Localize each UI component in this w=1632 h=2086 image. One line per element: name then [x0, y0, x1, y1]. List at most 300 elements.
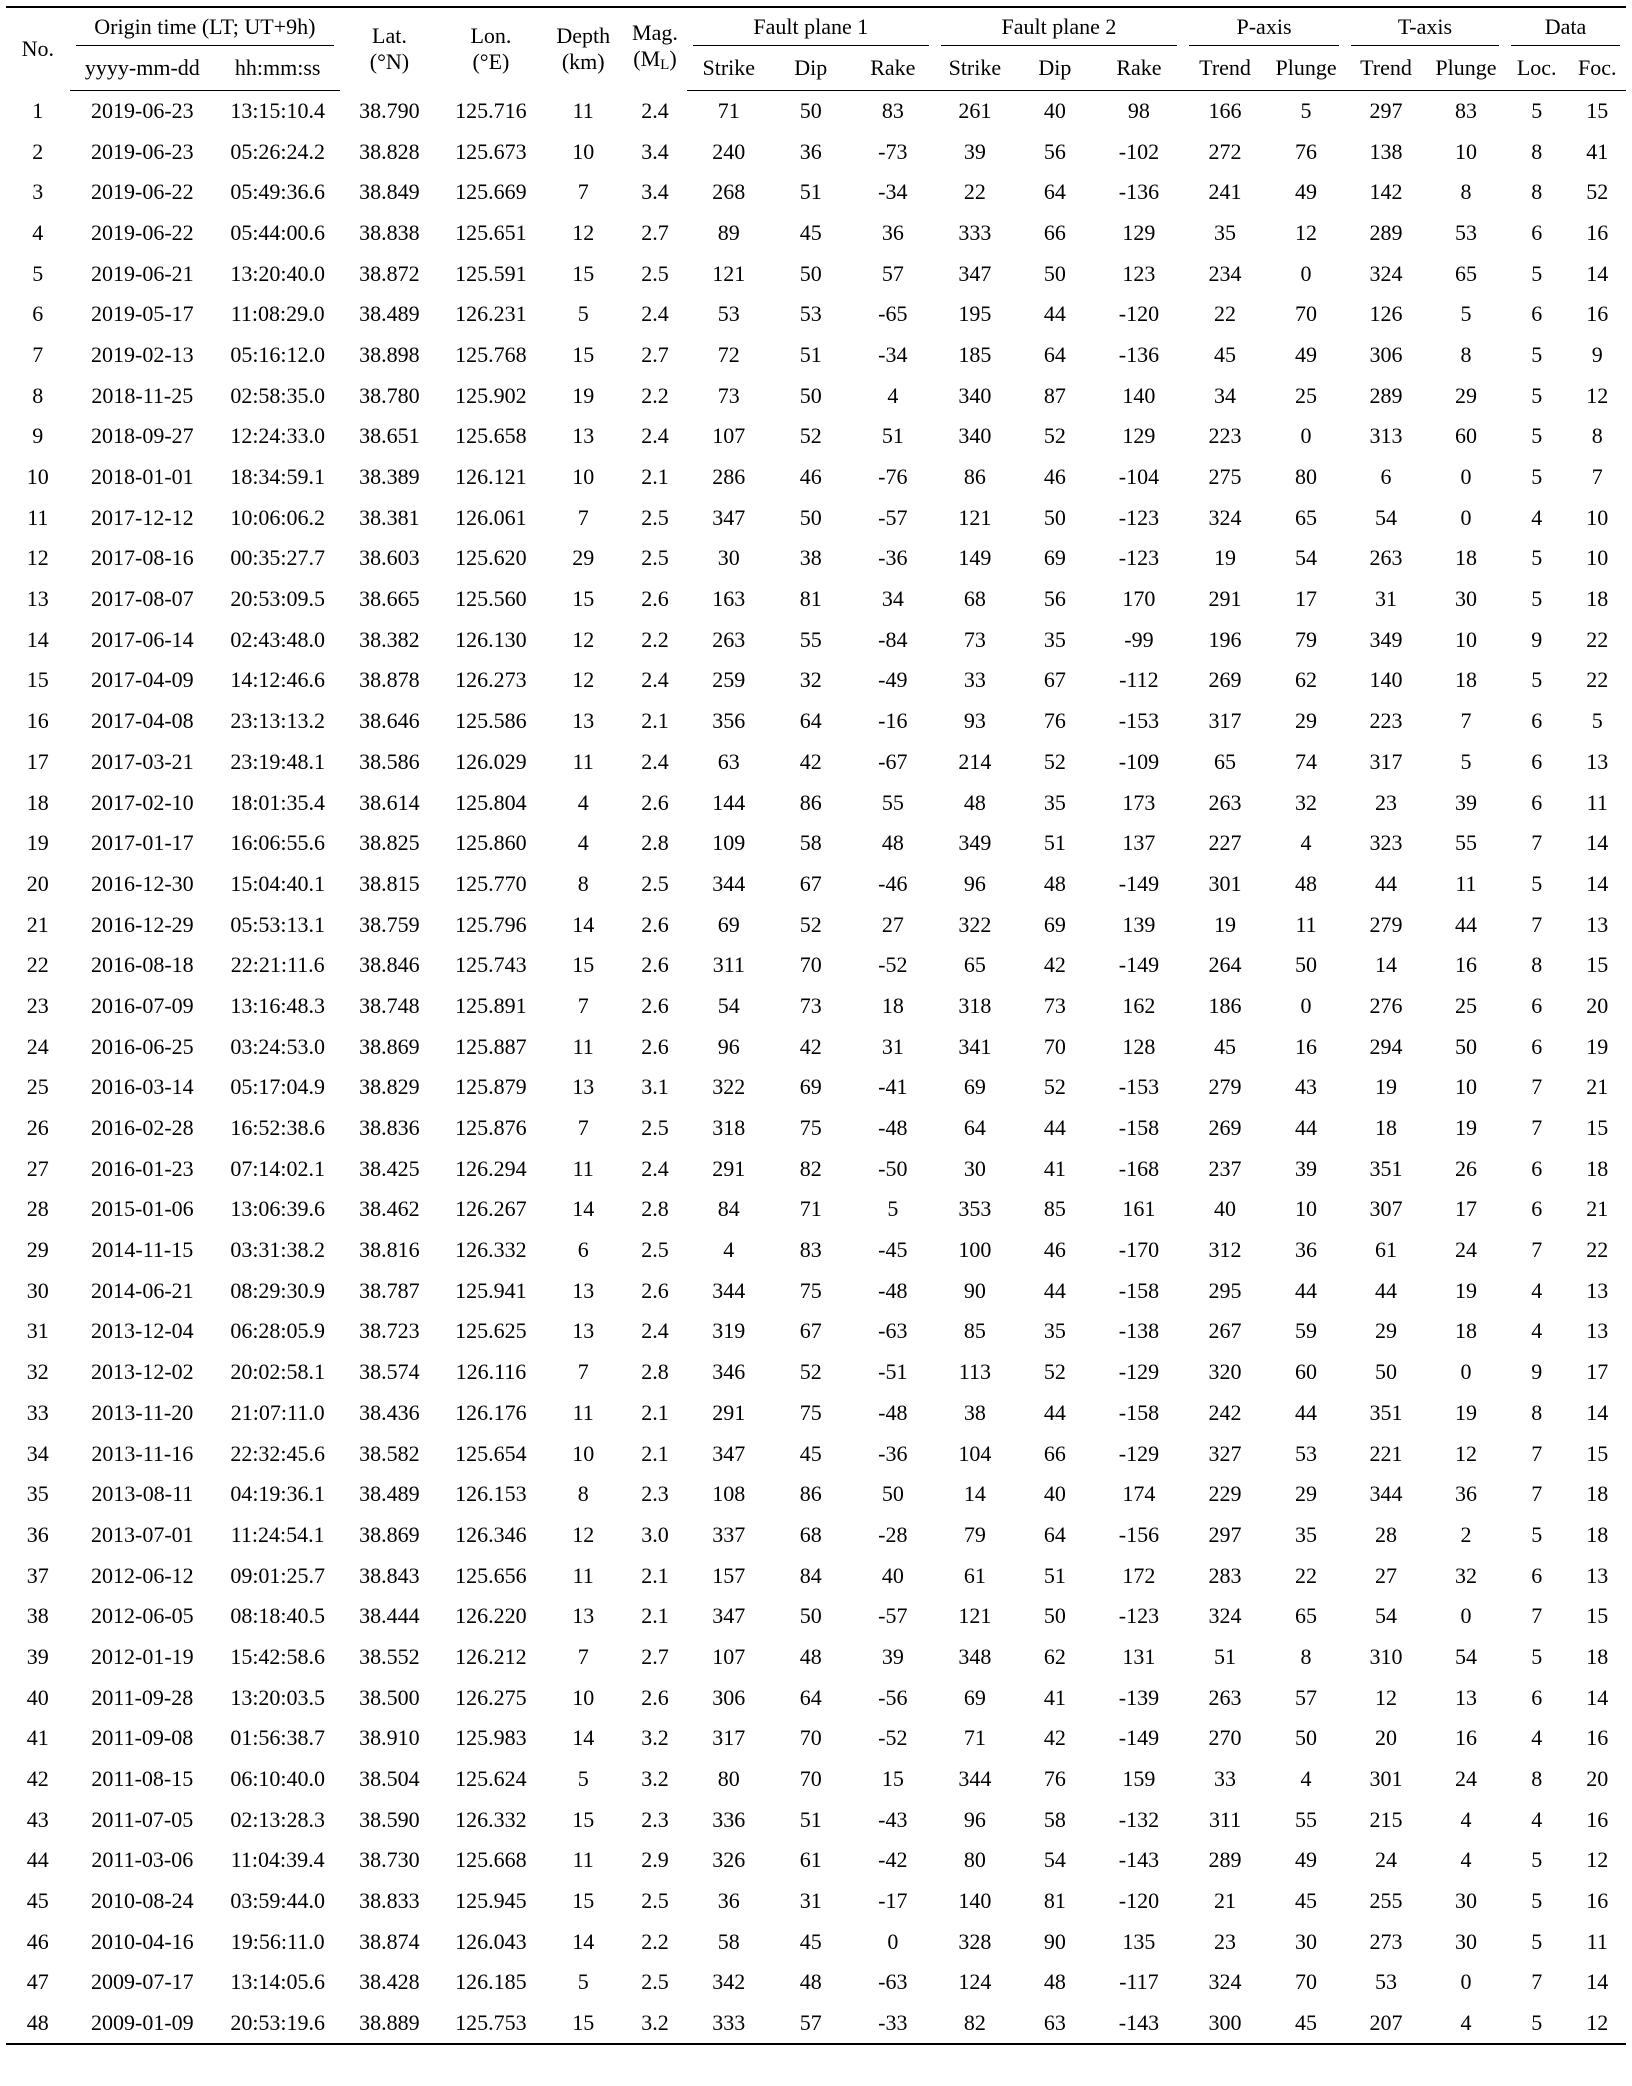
- cell-fp1-strike: 356: [712, 708, 746, 734]
- cell-time: 16:06:55.6: [230, 830, 326, 856]
- cell-fp2-rake: -129: [1118, 1440, 1160, 1466]
- cell-foc: 12: [1568, 2003, 1626, 2044]
- header-date-format: yyyy-mm-dd: [70, 46, 216, 91]
- cell-lon: 126.275: [455, 1684, 527, 1710]
- cell-fp2-rake: -109: [1118, 748, 1160, 774]
- cell-mag: 2.6: [641, 789, 669, 815]
- cell-t-trend: 324: [1369, 260, 1403, 286]
- cell-loc: 6: [1531, 708, 1543, 734]
- cell-mag: 2.4: [641, 1155, 669, 1181]
- cell-fp2-dip: 44: [1043, 301, 1066, 327]
- cell-no: 15: [26, 667, 49, 693]
- cell-no: 9: [32, 423, 44, 449]
- cell-fp1-dip: 53: [799, 301, 822, 327]
- cell-mag: 2.6: [641, 586, 669, 612]
- cell-t-trend: 307: [1369, 1196, 1403, 1222]
- table-row: [6, 1515, 1626, 1556]
- cell-no: 8: [32, 382, 44, 408]
- table-row: [6, 1637, 1626, 1678]
- cell-time: 13:16:48.3: [230, 992, 326, 1018]
- cell-lat: 38.833: [359, 1888, 420, 1914]
- cell-p-plunge: 62: [1295, 667, 1318, 693]
- cell-fp2-rake: 161: [1122, 1196, 1156, 1222]
- cell-t-plunge: 4: [1460, 1806, 1472, 1832]
- cell-time: 05:44:00.6: [230, 219, 326, 245]
- cell-fp2-dip: 35: [1043, 626, 1066, 652]
- cell-loc: 5: [1531, 260, 1543, 286]
- cell-fp1-rake: -48: [878, 1277, 908, 1303]
- cell-loc: 5: [1505, 2003, 1569, 2044]
- cell-fp1-dip: 42: [799, 748, 822, 774]
- cell-lat: 38.444: [359, 1603, 420, 1629]
- cell-p-trend: 297: [1208, 1521, 1242, 1547]
- table-row: [6, 375, 1626, 416]
- cell-fp1-dip: 64: [799, 1684, 822, 1710]
- cell-p-trend: 311: [1208, 1806, 1242, 1832]
- cell-fp2-rake: 98: [1127, 98, 1150, 124]
- table-row: [6, 1799, 1626, 1840]
- cell-fp2-rake: 139: [1122, 911, 1156, 937]
- cell-depth: 10: [572, 1440, 595, 1466]
- cell-fp1-rake: 36: [881, 219, 904, 245]
- cell-p-plunge: 25: [1295, 382, 1318, 408]
- header-p-plunge: Plunge: [1267, 46, 1345, 91]
- cell-depth: 19: [572, 382, 595, 408]
- cell-fp1-strike: 317: [712, 1725, 746, 1751]
- cell-date: 2017-12-12: [91, 504, 194, 530]
- cell-time: 10:06:06.2: [230, 504, 326, 530]
- cell-t-trend: 29: [1374, 1318, 1397, 1344]
- cell-fp2-rake: 140: [1122, 382, 1156, 408]
- cell-fp2-dip: 41: [1043, 1155, 1066, 1181]
- cell-depth: 15: [572, 952, 595, 978]
- cell-lat: 38.846: [359, 952, 420, 978]
- cell-fp1-rake: -76: [878, 464, 908, 490]
- cell-foc: 14: [1586, 1684, 1609, 1710]
- cell-date: 2016-08-18: [91, 952, 194, 978]
- cell-fp2-rake: -117: [1119, 1969, 1159, 1995]
- cell-fp1-rake: 39: [881, 1643, 904, 1669]
- cell-fp1-dip: 71: [799, 1196, 822, 1222]
- cell-p-plunge: 43: [1295, 1074, 1318, 1100]
- cell-foc: 16: [1586, 1888, 1609, 1914]
- cell-p-plunge: 10: [1295, 1196, 1318, 1222]
- cell-fp2-strike: 100: [958, 1237, 992, 1263]
- cell-lon: 126.273: [455, 667, 527, 693]
- cell-t-plunge: 19: [1454, 1277, 1477, 1303]
- cell-foc: 15: [1586, 1440, 1609, 1466]
- cell-lon: 126.121: [455, 464, 527, 490]
- cell-t-plunge: 54: [1454, 1643, 1477, 1669]
- cell-time: 12:24:33.0: [230, 423, 326, 449]
- cell-fp2-strike: 30: [963, 1155, 986, 1181]
- cell-p-plunge: 30: [1295, 1928, 1318, 1954]
- cell-fp2-rake: -138: [1118, 1318, 1160, 1344]
- cell-lon: 126.332: [455, 1806, 527, 1832]
- cell-lat: 38.878: [359, 667, 420, 693]
- cell-fp1-strike: 36: [717, 1888, 740, 1914]
- cell-loc: 5: [1531, 464, 1543, 490]
- cell-p-trend: 295: [1208, 1277, 1242, 1303]
- cell-fp2-strike: 121: [958, 504, 992, 530]
- cell-no: 41: [26, 1725, 49, 1751]
- cell-t-plunge: 18: [1454, 545, 1477, 571]
- cell-depth: 10: [572, 138, 595, 164]
- cell-lon: 125.658: [455, 423, 527, 449]
- cell-foc: 16: [1586, 1725, 1609, 1751]
- cell-mag: 2.5: [641, 545, 669, 571]
- cell-depth: 13: [572, 1277, 595, 1303]
- cell-time: 13:14:05.6: [230, 1969, 326, 1995]
- header-origin-time: Origin time (LT; UT+9h): [70, 7, 341, 46]
- cell-fp2-rake: -104: [1118, 464, 1160, 490]
- cell-mag: 2.4: [641, 748, 669, 774]
- cell-fp1-dip: 64: [799, 708, 822, 734]
- cell-t-trend: 27: [1374, 1562, 1397, 1588]
- cell-p-trend: 279: [1208, 1074, 1242, 1100]
- focal-mechanism-table: [6, 6, 1626, 2045]
- cell-fp2-dip: 50: [1043, 504, 1066, 530]
- cell-loc: 7: [1531, 1115, 1543, 1141]
- cell-lat: 38.825: [359, 830, 420, 856]
- table-row: [6, 294, 1626, 335]
- cell-time: 02:43:48.0: [230, 626, 326, 652]
- cell-t-plunge: 8: [1460, 179, 1472, 205]
- cell-fp1-strike: 144: [712, 789, 746, 815]
- cell-t-plunge: 44: [1454, 911, 1477, 937]
- cell-p-plunge: 76: [1295, 138, 1318, 164]
- cell-fp1-strike: 336: [712, 1806, 746, 1832]
- cell-t-trend: 289: [1369, 219, 1403, 245]
- cell-fp1-rake: -51: [878, 1359, 908, 1385]
- cell-fp2-dip: 52: [1043, 423, 1066, 449]
- cell-fp2-dip: 42: [1043, 952, 1066, 978]
- cell-foc: 14: [1586, 870, 1609, 896]
- cell-p-plunge: 79: [1295, 626, 1318, 652]
- cell-p-plunge: 70: [1295, 301, 1318, 327]
- cell-p-trend: 263: [1208, 1684, 1242, 1710]
- cell-fp2-strike: 195: [958, 301, 992, 327]
- cell-depth: 7: [577, 1359, 589, 1385]
- cell-depth: 15: [572, 341, 595, 367]
- cell-lon: 125.716: [455, 97, 527, 123]
- cell-p-trend: 40: [1214, 1196, 1237, 1222]
- cell-loc: 5: [1531, 1928, 1543, 1954]
- cell-t-trend: 140: [1369, 667, 1403, 693]
- cell-lon: 125.983: [455, 1725, 527, 1751]
- cell-mag: 3.4: [641, 138, 669, 164]
- cell-fp1-dip: 31: [799, 1888, 822, 1914]
- cell-fp1-rake: 40: [881, 1562, 904, 1588]
- cell-fp2-dip: 62: [1043, 1643, 1066, 1669]
- cell-fp1-rake: 34: [881, 586, 904, 612]
- cell-p-plunge: 49: [1295, 341, 1318, 367]
- cell-fp1-strike: 163: [712, 586, 746, 612]
- cell-loc: 5: [1531, 586, 1543, 612]
- cell-t-trend: 279: [1369, 911, 1403, 937]
- cell-mag: 2.8: [641, 1359, 669, 1385]
- cell-time: 22:21:11.6: [230, 952, 325, 978]
- cell-t-plunge: 16: [1454, 1725, 1477, 1751]
- cell-t-plunge: 39: [1454, 789, 1477, 815]
- cell-p-trend: 275: [1208, 464, 1242, 490]
- cell-fp2-dip: 81: [1043, 1888, 1066, 1914]
- cell-t-plunge: 30: [1454, 1888, 1477, 1914]
- cell-foc: 11: [1586, 789, 1608, 815]
- cell-depth: 8: [577, 870, 589, 896]
- cell-no: 26: [26, 1115, 49, 1141]
- table-row: [6, 91, 1626, 132]
- cell-fp2-strike: 140: [958, 1888, 992, 1914]
- cell-time: 15:04:40.1: [230, 870, 326, 896]
- cell-lon: 125.945: [455, 1888, 527, 1914]
- cell-p-plunge: 44: [1295, 1115, 1318, 1141]
- table-row: [6, 742, 1626, 783]
- cell-fp2-strike: 96: [963, 870, 986, 896]
- cell-t-trend: 53: [1374, 1969, 1397, 1995]
- cell-loc: 8: [1531, 952, 1543, 978]
- cell-fp2-rake: -143: [1118, 1847, 1160, 1873]
- cell-depth: 11: [572, 748, 594, 774]
- cell-fp1-dip: 75: [799, 1115, 822, 1141]
- cell-fp1-dip: 48: [799, 1643, 822, 1669]
- cell-depth: 11: [572, 1155, 594, 1181]
- table-row: [6, 904, 1626, 945]
- table-row: [6, 1067, 1626, 1108]
- cell-loc: 5: [1531, 1643, 1543, 1669]
- cell-lon: 126.061: [455, 504, 527, 530]
- cell-depth: 4: [577, 789, 589, 815]
- cell-lat: 38.646: [359, 708, 420, 734]
- cell-t-plunge: 19: [1454, 1115, 1477, 1141]
- cell-no: 5: [32, 260, 44, 286]
- cell-fp2-dip: 85: [1043, 1196, 1066, 1222]
- cell-lon: 125.591: [455, 260, 527, 286]
- cell-foc: 15: [1586, 952, 1609, 978]
- cell-depth: 8: [577, 1481, 589, 1507]
- cell-date: 2016-03-14: [91, 1074, 194, 1100]
- header-lat-name: Lat.: [372, 23, 407, 49]
- cell-fp1-dip: 70: [799, 1725, 822, 1751]
- cell-t-trend: 126: [1369, 301, 1403, 327]
- cell-lat: 38.730: [359, 1847, 420, 1873]
- cell-foc: 8: [1591, 423, 1603, 449]
- cell-fp1-strike: 107: [712, 423, 746, 449]
- cell-loc: 8: [1531, 138, 1543, 164]
- cell-fp1-strike: 347: [712, 504, 746, 530]
- cell-fp1-strike: 326: [712, 1847, 746, 1873]
- table-row: [6, 457, 1626, 498]
- cell-time: 03:59:44.0: [230, 1888, 326, 1914]
- cell-time: 23:13:13.2: [230, 708, 326, 734]
- cell-fp1-strike: 322: [712, 1074, 746, 1100]
- cell-lat: 38.836: [359, 1115, 420, 1141]
- cell-fp2-dip: 69: [1043, 911, 1066, 937]
- cell-fp1-strike: 121: [712, 260, 746, 286]
- cell-lon: 125.879: [455, 1074, 527, 1100]
- cell-fp2-strike: 261: [958, 98, 992, 124]
- cell-fp1-strike: 73: [717, 382, 740, 408]
- cell-fp2-rake: -123: [1118, 504, 1160, 530]
- cell-fp1-dip: 55: [799, 626, 822, 652]
- cell-t-plunge: 25: [1454, 992, 1477, 1018]
- cell-t-trend: 207: [1345, 2003, 1427, 2044]
- cell-lon: 125.753: [439, 2003, 544, 2044]
- cell-p-trend: 312: [1208, 1237, 1242, 1263]
- cell-fp1-dip: 67: [799, 870, 822, 896]
- cell-lon: 125.669: [455, 179, 527, 205]
- cell-depth: 7: [577, 1115, 589, 1141]
- cell-fp1-rake: 0: [887, 1928, 899, 1954]
- cell-time: 08:29:30.9: [230, 1277, 326, 1303]
- cell-fp1-strike: 319: [712, 1318, 746, 1344]
- cell-no: 3: [32, 179, 44, 205]
- cell-foc: 18: [1586, 1481, 1609, 1507]
- cell-mag: 2.7: [641, 341, 669, 367]
- cell-time: 22:32:45.6: [230, 1440, 326, 1466]
- cell-fp2-dip: 52: [1043, 748, 1066, 774]
- cell-mag: 2.5: [641, 504, 669, 530]
- cell-foc: 15: [1586, 98, 1609, 124]
- cell-fp1-rake: -50: [878, 1155, 908, 1181]
- cell-date: 2019-06-22: [91, 179, 194, 205]
- cell-fp2-strike: 318: [958, 992, 992, 1018]
- cell-fp1-strike: 318: [712, 1115, 746, 1141]
- cell-fp2-dip: 52: [1043, 1074, 1066, 1100]
- cell-fp2-dip: 54: [1043, 1847, 1066, 1873]
- cell-fp1-strike: 108: [712, 1481, 746, 1507]
- table-row: [6, 1759, 1626, 1800]
- cell-p-plunge: 12: [1295, 219, 1318, 245]
- cell-p-plunge: 74: [1295, 748, 1318, 774]
- cell-time: 01:56:38.7: [230, 1725, 326, 1751]
- cell-fp2-dip: 76: [1043, 1766, 1066, 1792]
- cell-no: 7: [32, 341, 44, 367]
- cell-time: 11:08:29.0: [230, 301, 325, 327]
- cell-t-plunge: 0: [1460, 1603, 1472, 1629]
- cell-p-plunge: 54: [1295, 545, 1318, 571]
- cell-fp2-dip: 46: [1043, 464, 1066, 490]
- cell-depth: 15: [572, 1888, 595, 1914]
- cell-time: 11:04:39.4: [230, 1847, 325, 1873]
- cell-fp2-rake: -149: [1118, 1725, 1160, 1751]
- cell-fp1-rake: 55: [881, 789, 904, 815]
- cell-mag: 2.1: [641, 1440, 669, 1466]
- cell-p-plunge: 39: [1295, 1155, 1318, 1181]
- cell-fp2-dip: 40: [1043, 98, 1066, 124]
- cell-fp1-strike: 333: [687, 2003, 771, 2044]
- cell-p-plunge: 17: [1295, 586, 1318, 612]
- cell-t-plunge: 4: [1460, 1847, 1472, 1873]
- cell-t-plunge: 18: [1454, 1318, 1477, 1344]
- cell-fp1-dip: 58: [799, 830, 822, 856]
- cell-mag: 2.6: [641, 952, 669, 978]
- cell-p-trend: 241: [1208, 179, 1242, 205]
- cell-fp1-rake: -48: [878, 1115, 908, 1141]
- cell-fp2-strike: 104: [958, 1440, 992, 1466]
- cell-fp1-dip: 75: [799, 1277, 822, 1303]
- cell-depth: 12: [572, 626, 595, 652]
- cell-no: 33: [26, 1399, 49, 1425]
- table-row: [6, 1474, 1626, 1515]
- cell-fp2-strike: 341: [958, 1033, 992, 1059]
- cell-lon: 126.176: [455, 1399, 527, 1425]
- cell-fp2-rake: -112: [1119, 667, 1159, 693]
- cell-foc: 9: [1591, 341, 1603, 367]
- cell-mag: 2.2: [641, 382, 669, 408]
- cell-fp1-rake: -56: [878, 1684, 908, 1710]
- cell-fp2-dip: 50: [1043, 1603, 1066, 1629]
- cell-fp2-strike: 322: [958, 911, 992, 937]
- cell-fp2-rake: -168: [1118, 1155, 1160, 1181]
- cell-foc: 16: [1586, 301, 1609, 327]
- cell-fp1-strike: 346: [712, 1359, 746, 1385]
- cell-lat: 38.748: [359, 992, 420, 1018]
- cell-fp1-strike: 58: [717, 1928, 740, 1954]
- table-row: [6, 2003, 1626, 2044]
- cell-fp2-rake: -149: [1118, 952, 1160, 978]
- cell-t-trend: 351: [1369, 1155, 1403, 1181]
- table-row: [6, 1189, 1626, 1230]
- cell-time: 20:53:09.5: [230, 586, 326, 612]
- cell-fp1-rake: 4: [887, 382, 899, 408]
- cell-depth: 7: [577, 1643, 589, 1669]
- cell-fp1-dip: 68: [799, 1521, 822, 1547]
- table-row: [6, 1555, 1626, 1596]
- cell-lat: 38.838: [359, 219, 420, 245]
- cell-fp1-rake: -46: [878, 870, 908, 896]
- cell-fp1-dip: 36: [799, 138, 822, 164]
- table-row: [6, 1270, 1626, 1311]
- cell-fp1-rake: 31: [881, 1033, 904, 1059]
- cell-foc: 7: [1591, 464, 1603, 490]
- cell-fp1-dip: 75: [799, 1399, 822, 1425]
- cell-time: 02:58:35.0: [230, 382, 326, 408]
- cell-no: 14: [26, 626, 49, 652]
- cell-loc: 5: [1531, 870, 1543, 896]
- header-depth-unit: (km): [561, 49, 605, 75]
- cell-fp2-rake: -153: [1118, 1074, 1160, 1100]
- cell-fp1-dip: 73: [799, 992, 822, 1018]
- cell-depth: 15: [572, 1806, 595, 1832]
- cell-t-trend: 19: [1374, 1074, 1397, 1100]
- cell-fp1-dip: 52: [799, 1359, 822, 1385]
- cell-fp2-dip: 52: [1043, 1359, 1066, 1385]
- cell-p-plunge: 0: [1300, 992, 1312, 1018]
- table-row: [6, 660, 1626, 701]
- cell-fp1-rake: 48: [881, 830, 904, 856]
- cell-t-trend: 344: [1369, 1481, 1403, 1507]
- cell-time: 05:49:36.6: [230, 179, 326, 205]
- cell-time: 14:12:46.6: [230, 667, 326, 693]
- cell-fp2-rake: 135: [1122, 1928, 1156, 1954]
- cell-fp2-dip: 35: [1043, 1318, 1066, 1344]
- cell-fp2-rake: -102: [1118, 138, 1160, 164]
- cell-no: 48: [6, 2003, 70, 2044]
- cell-p-trend: 289: [1208, 1847, 1242, 1873]
- cell-lat: 38.898: [359, 341, 420, 367]
- cell-fp2-strike: 348: [958, 1643, 992, 1669]
- cell-fp1-rake: -63: [878, 1318, 908, 1344]
- cell-mag: 2.1: [641, 708, 669, 734]
- cell-mag: 2.6: [641, 911, 669, 937]
- cell-p-plunge: 50: [1295, 1725, 1318, 1751]
- cell-p-plunge: 8: [1300, 1643, 1312, 1669]
- cell-foc: 22: [1586, 667, 1609, 693]
- cell-fp1-rake: -57: [878, 504, 908, 530]
- cell-p-plunge: 44: [1295, 1277, 1318, 1303]
- cell-loc: 6: [1531, 789, 1543, 815]
